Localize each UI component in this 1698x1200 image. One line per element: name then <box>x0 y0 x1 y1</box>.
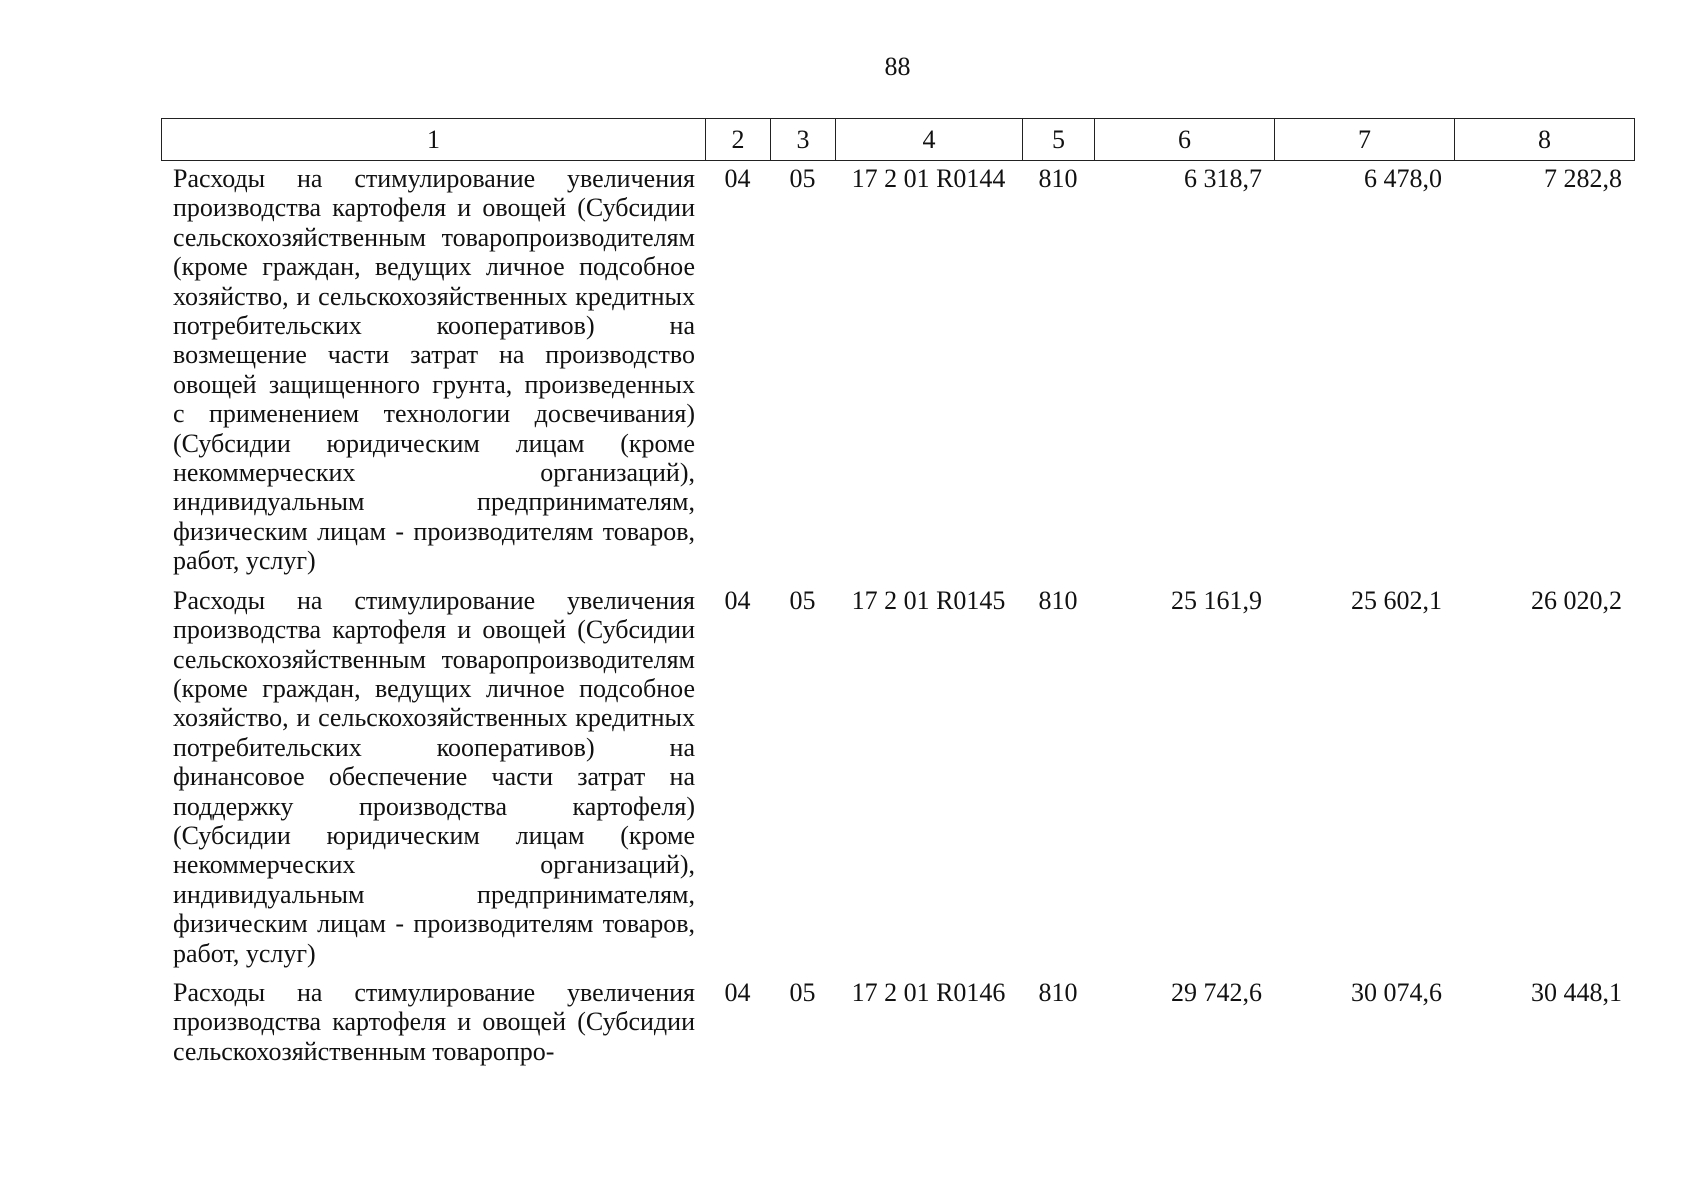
row-expense-type: 810 <box>1038 977 1078 1007</box>
row-subsection-code: 05 <box>789 585 816 615</box>
row-target-article: 17 2 01 R0144 <box>851 164 1006 193</box>
row-amount-col8: 26 020,2 <box>1531 585 1622 615</box>
row-expense-type: 810 <box>1038 585 1078 615</box>
page-number: 88 <box>884 52 911 81</box>
column-header-1: 1 <box>162 119 706 161</box>
table-row <box>161 586 1634 978</box>
table-body <box>161 164 1634 1066</box>
row-amount-col6: 25 161,9 <box>1171 585 1262 615</box>
row-amount-col7: 6 478,0 <box>1364 164 1442 193</box>
table-row <box>161 978 1634 1066</box>
table-header <box>161 118 1635 161</box>
row-subsection-code: 05 <box>789 164 816 193</box>
column-header-3: 3 <box>771 119 836 161</box>
column-header-4: 4 <box>836 119 1023 161</box>
row-section-code: 04 <box>724 585 751 615</box>
row-section-code: 04 <box>724 164 751 193</box>
column-header-2: 2 <box>706 119 771 161</box>
table-row <box>161 164 1634 586</box>
column-header-5: 5 <box>1023 119 1095 161</box>
row-amount-col7: 30 074,6 <box>1351 977 1442 1007</box>
row-amount-col7: 25 602,1 <box>1351 585 1442 615</box>
column-header-6: 6 <box>1095 119 1275 161</box>
row-subsection-code: 05 <box>789 977 816 1007</box>
row-description: Расходы на стимулирование увеличения производства картофеля и овощей (Субсидии сельскохозяйственным товаропроизводителям (кроме граждан, ведущих личное подсобное хозяйство, и сельскохозяйственных кредитных потребительских кооперативов) на возмещение части затрат на производство овощей защищенного грунта, произведенных с применением технологии досвечивания) (Субсидии юридическим лицам (кроме некоммерческих организаций), индивидуальным предпринимателям, физическим лицам - производителям товаров, работ, услуг) <box>173 164 695 576</box>
row-amount-col6: 6 318,7 <box>1184 164 1262 193</box>
row-section-code: 04 <box>724 977 751 1007</box>
row-description: Расходы на стимулирование увеличения производства картофеля и овощей (Субсидии сельскохозяйственным товаропро- <box>173 977 695 1066</box>
column-header-7: 7 <box>1275 119 1455 161</box>
row-target-article: 17 2 01 R0146 <box>851 977 1006 1007</box>
column-header-8: 8 <box>1455 119 1635 161</box>
row-amount-col8: 30 448,1 <box>1531 977 1622 1007</box>
row-description: Расходы на стимулирование увеличения производства картофеля и овощей (Субсидии сельскохозяйственным товаропроизводителям (кроме граждан, ведущих личное подсобное хозяйство, и сельскохозяйственных кредитных потребительских кооперативов) на финансовое обеспечение части затрат на поддержку производства картофеля) (Субсидии юридическим лицам (кроме некоммерческих организаций), индивидуальным предпринимателям, физическим лицам - производителям товаров, работ, услуг) <box>173 585 695 968</box>
row-target-article: 17 2 01 R0145 <box>851 585 1006 615</box>
row-amount-col6: 29 742,6 <box>1171 977 1262 1007</box>
row-amount-col8: 7 282,8 <box>1544 164 1622 193</box>
row-expense-type: 810 <box>1038 164 1078 193</box>
